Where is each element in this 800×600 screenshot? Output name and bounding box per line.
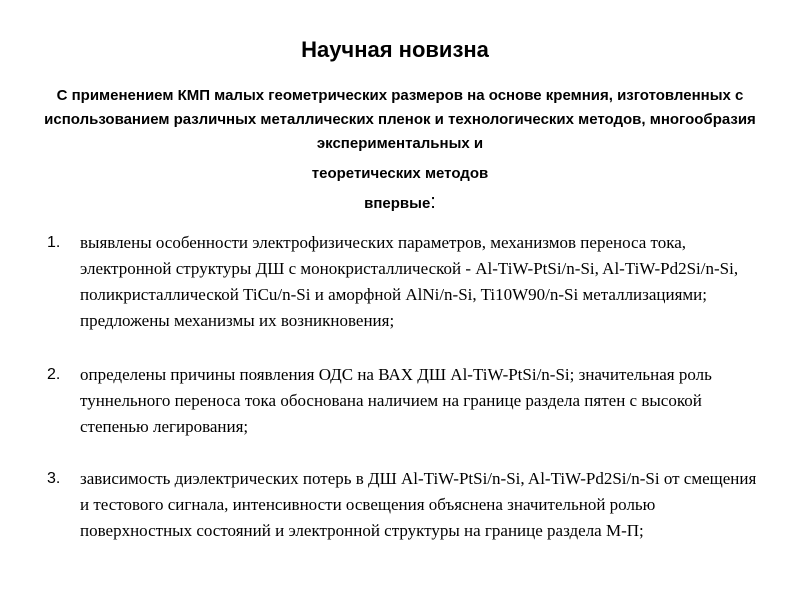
slide-title: Научная новизна xyxy=(301,37,489,62)
finding-number: 1. xyxy=(47,234,61,251)
lead-word xyxy=(0,190,800,216)
finding-text: выявлены особенности электрофизических параметров, механизмов переноса тока, электронной структуры ДШ с монокристаллической - Al-TiW-PtSi/n-Si, Al-TiW-Pd2Si/n-Si, поликристаллической TiCu/n-Si и аморфной AlNi/n-Si, Ti10W90/n-Si металлизациями; предложены механизмы их возникновения; xyxy=(80,233,739,330)
finding-text: зависимость диэлектрических потерь в ДШ Al-TiW-PtSi/n-Si, Al-TiW-Pd2Si/n-Si от смещения и тестового сигнала, интенсивности освещения объяснена значительной ролью поверхностных состояний и электронной структуры на границе раздела М-П; xyxy=(80,469,757,540)
intro-last-line: теоретических методов xyxy=(311,165,489,182)
finding-number: 2. xyxy=(47,366,61,383)
lead-word-text: впервые xyxy=(364,195,431,212)
lead-colon: : xyxy=(430,191,436,213)
finding-number: 3. xyxy=(47,470,61,487)
intro-paragraph xyxy=(40,84,760,186)
finding-text: определены причины появления ОДС на ВАХ ДШ Al-TiW-PtSi/n-Si; значительная роль туннельного переноса тока обоснована наличием на границе раздела пятен с высокой степенью легирования; xyxy=(80,365,712,436)
intro-main-text: С применением КМП малых геометрических размеров на основе кремния, изготовленных с использованием различных металлических пленок и технологических методов, многообразия экспериментальных и xyxy=(44,87,756,152)
